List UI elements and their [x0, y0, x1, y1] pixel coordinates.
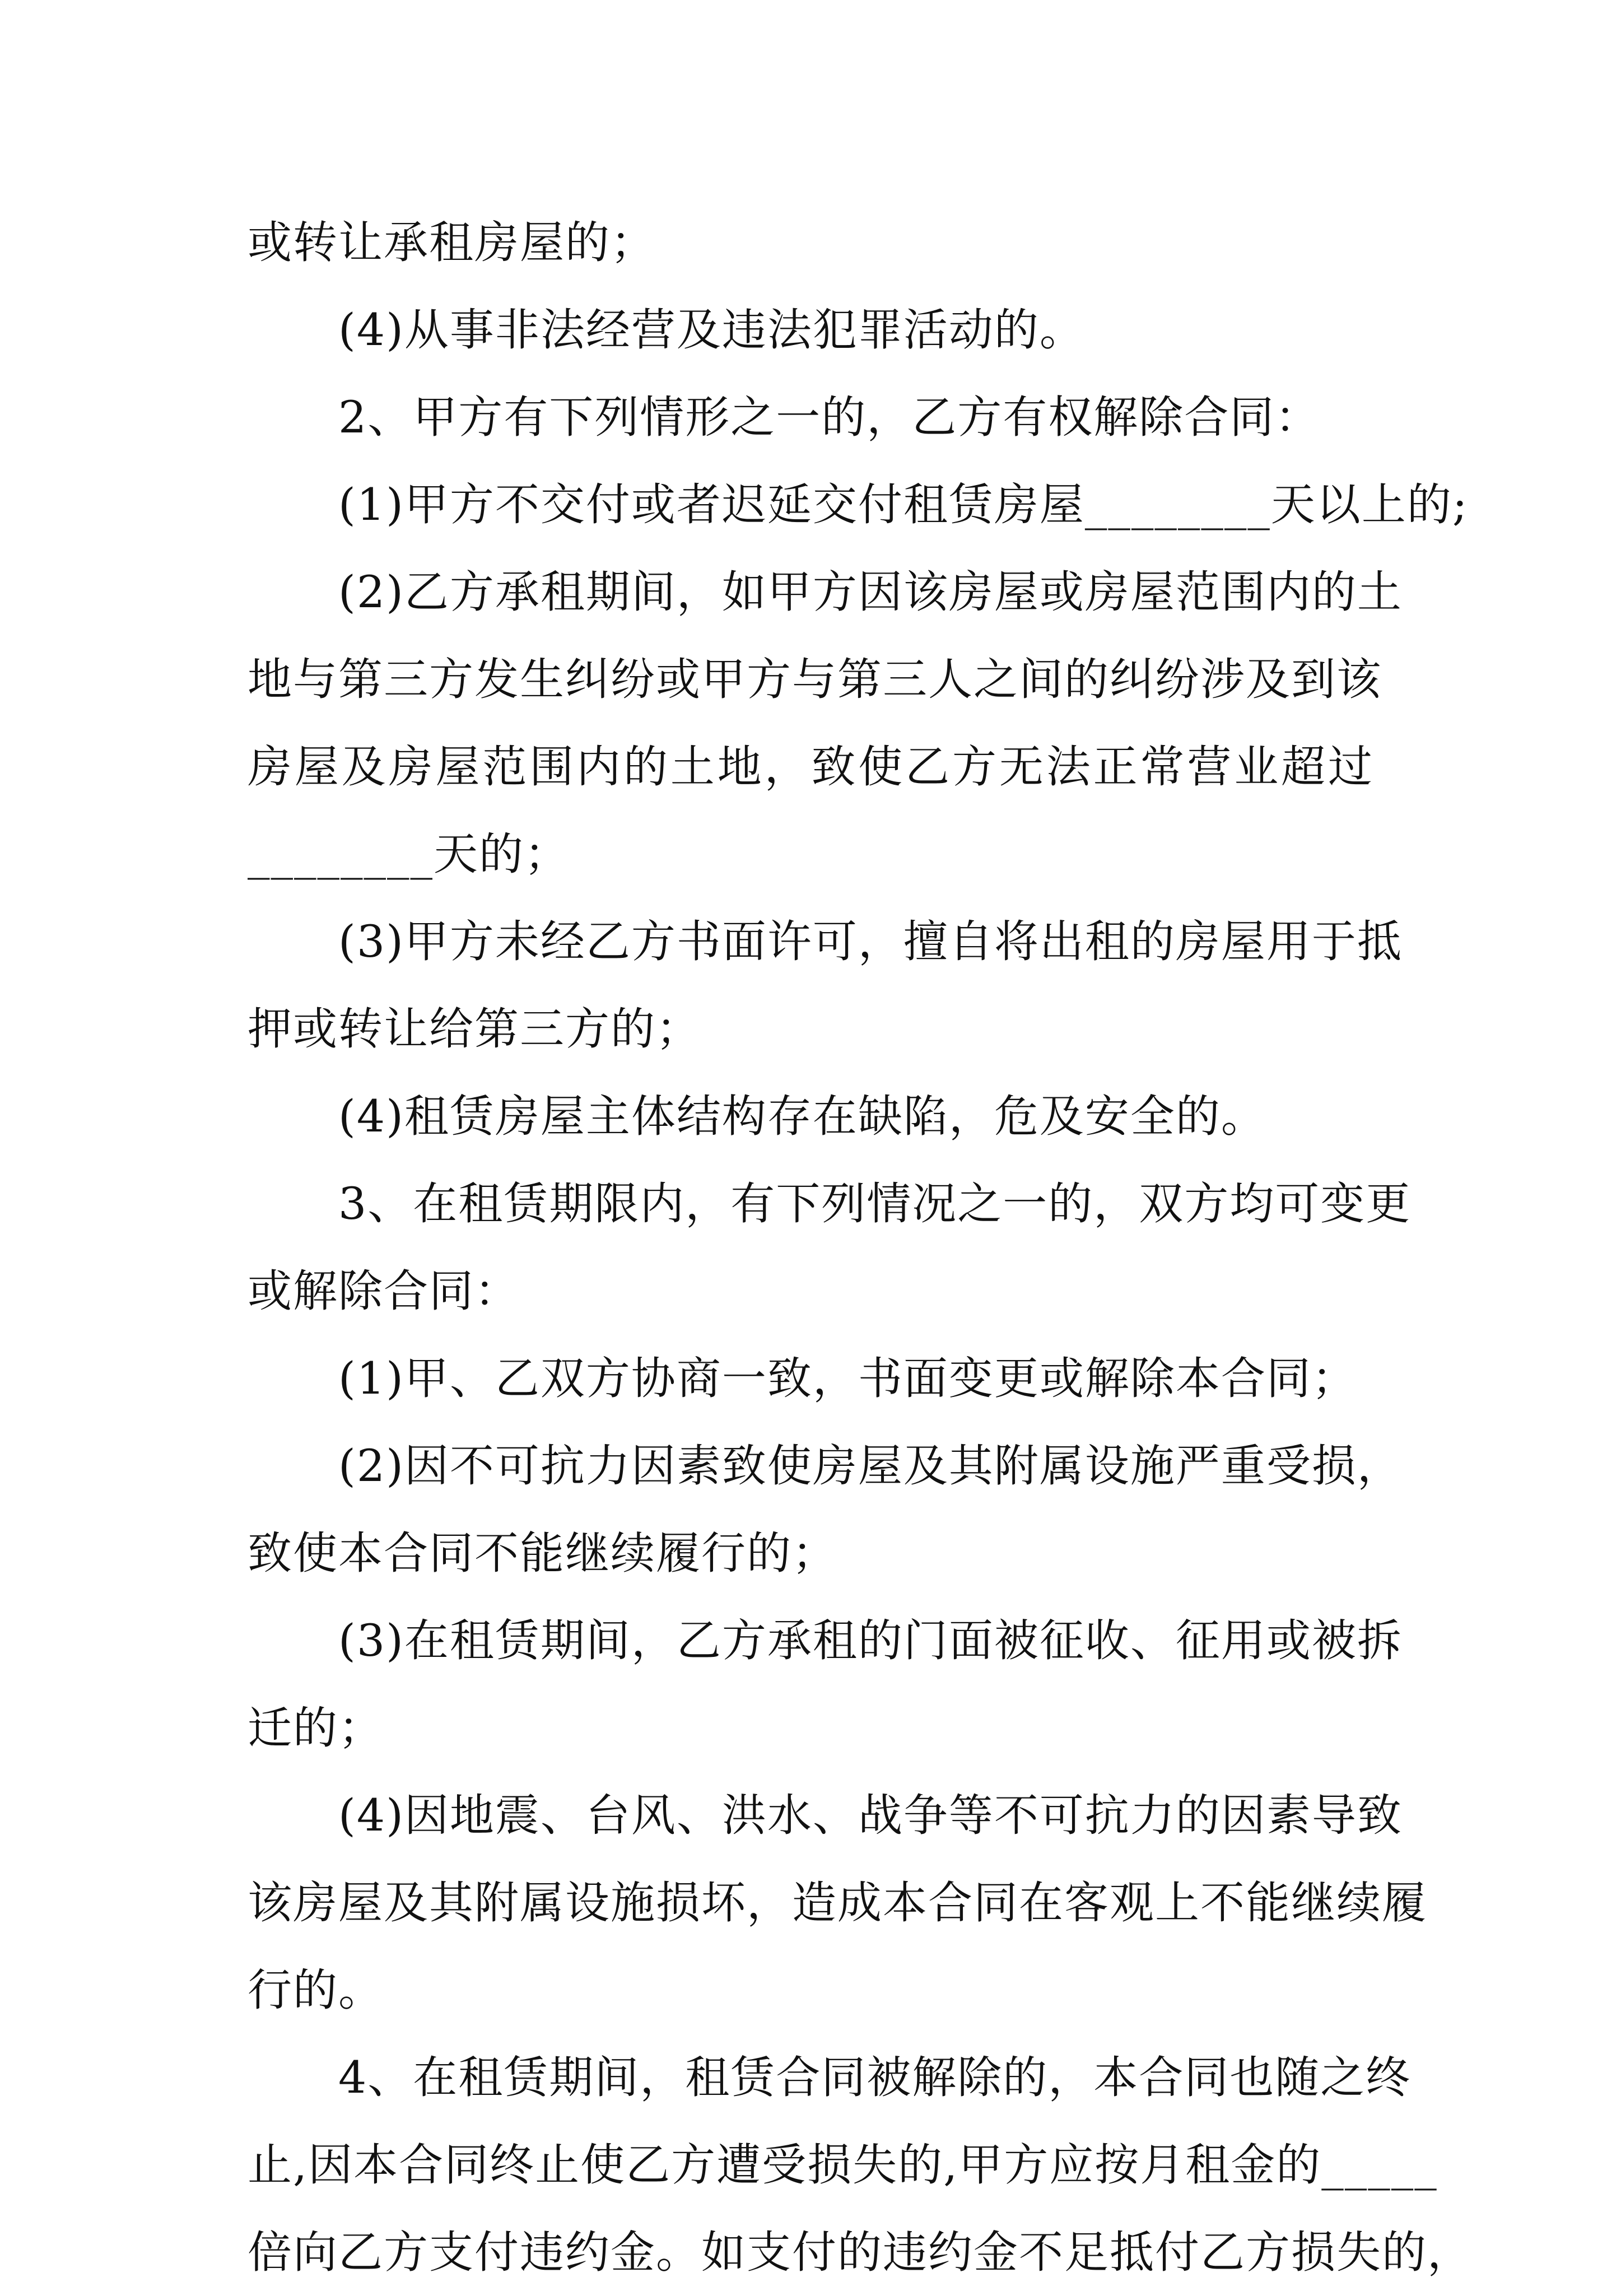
text-line: (4)从事非法经营及违法犯罪活动的。 [338, 304, 1085, 356]
contract-text-body [248, 199, 1473, 2296]
text-line: (2)乙方承租期间，如甲方因该房屋或房屋范围内的土 [338, 566, 1403, 618]
text-line: 押或转让给第三方的； [248, 1003, 701, 1055]
text-line: 该房屋及其附属设施损坏，造成本合同在客观上不能继续履 [248, 1877, 1427, 1929]
text-line: (4)租赁房屋主体结构存在缺陷，危及安全的。 [338, 1091, 1266, 1142]
text-line: ________天的； [248, 828, 570, 880]
text-line: (2)因不可抗力因素致使房屋及其附属设施严重受损， [338, 1440, 1403, 1492]
text-line: 倍向乙方支付违约金。如支付的违约金不足抵付乙方损失的， [248, 2227, 1473, 2278]
text-line: 房屋及房屋范围内的土地，致使乙方无法正常营业超过 [248, 741, 1373, 793]
text-line: (1)甲、乙双方协商一致，书面变更或解除本合同； [338, 1353, 1357, 1404]
text-line: (3)在租赁期间，乙方承租的门面被征收、征用或被拆 [338, 1615, 1403, 1666]
text-line: (4)因地震、台风、洪水、战争等不可抗力的因素导致 [338, 1790, 1403, 1841]
text-line: (1)甲方不交付或者迟延交付租赁房屋________天以上的; [338, 479, 1469, 530]
text-line: 止,因本合同终止使乙方遭受损失的,甲方应按月租金的_____ [248, 2139, 1438, 2191]
text-line: 4、在租赁期间，租赁合同被解除的，本合同也随之终 [338, 2052, 1412, 2103]
text-line: 3、在租赁期限内，有下列情况之一的，双方均可变更 [338, 1178, 1412, 1229]
text-line: 致使本合同不能继续履行的； [248, 1527, 837, 1579]
text-line: 或解除合同： [248, 1265, 520, 1317]
text-line: 行的。 [248, 1964, 384, 2016]
text-line: 或转让承租房屋的； [248, 217, 656, 268]
text-line: 2、甲方有下列情形之一的，乙方有权解除合同： [338, 392, 1321, 443]
text-line: 迁的； [248, 1702, 384, 1754]
text-line: 地与第三方发生纠纷或甲方与第三人之间的纠纷涉及到该 [248, 654, 1382, 705]
text-line: (3)甲方未经乙方书面许可，擅自将出租的房屋用于抵 [338, 916, 1403, 967]
